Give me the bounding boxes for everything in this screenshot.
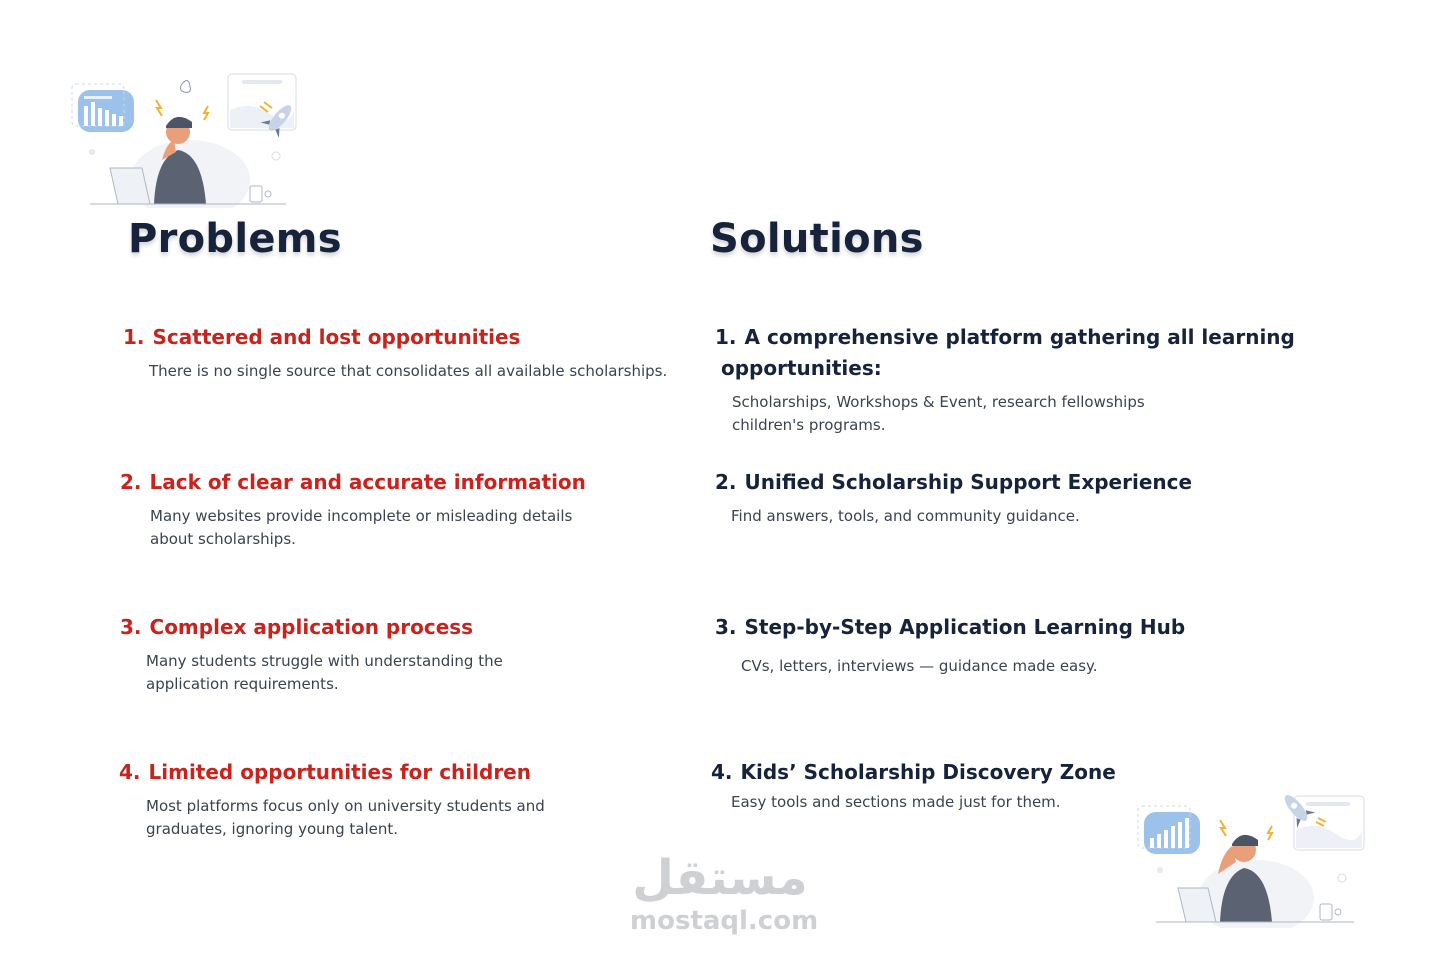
problem-description: Many students struggle with understanding the application requirements.: [146, 652, 503, 693]
watermark-latin: mostaql.com: [630, 906, 819, 936]
solution-title: 2. Unified Scholarship Support Experience: [715, 470, 1193, 494]
stressed-person-illustration-bottom: [1134, 790, 1370, 928]
solution-item-2: [715, 467, 1192, 498]
solution-description: Find answers, tools, and community guidance.: [731, 507, 1080, 525]
problem-item-2: [120, 467, 586, 498]
solution-title: 3. Step-by-Step Application Learning Hub: [715, 615, 1186, 639]
problem-item-3: [120, 612, 473, 643]
problem-description: Many websites provide incomplete or misleading details about scholarships.: [150, 507, 573, 548]
mostaql-watermark: [630, 850, 819, 936]
solution-item-1: [715, 322, 1295, 384]
problem-title: 2. Lack of clear and accurate information: [120, 470, 586, 494]
problem-item-4: [119, 757, 531, 788]
problem-title: 1. Scattered and lost opportunities: [123, 325, 521, 349]
solution-title: 1. A comprehensive platform gathering all learning: [715, 325, 1295, 349]
stressed-person-illustration-top: [70, 70, 310, 208]
problem-item-1: [123, 322, 520, 353]
solution-description: Easy tools and sections made just for them.: [731, 793, 1061, 811]
solution-description: CVs, letters, interviews — guidance made easy.: [741, 657, 1098, 675]
solution-title-continued: opportunities:: [721, 356, 882, 380]
problems-heading: Problems: [128, 216, 342, 262]
solutions-heading: Solutions: [710, 216, 924, 262]
problem-title: 4. Limited opportunities for children: [119, 760, 531, 784]
problem-title: 3. Complex application process: [120, 615, 474, 639]
solution-title: 4. Kids’ Scholarship Discovery Zone: [711, 760, 1116, 784]
watermark-arabic: مستقل: [632, 850, 808, 906]
solution-item-3: [715, 612, 1185, 643]
solution-item-4: [711, 757, 1116, 788]
problem-description: There is no single source that consolidates all available scholarships.: [149, 362, 668, 380]
problem-description: Most platforms focus only on university students and graduates, ignoring young talent.: [146, 797, 545, 838]
solution-description: Scholarships, Workshops & Event, research fellowships children's programs.: [732, 393, 1145, 434]
